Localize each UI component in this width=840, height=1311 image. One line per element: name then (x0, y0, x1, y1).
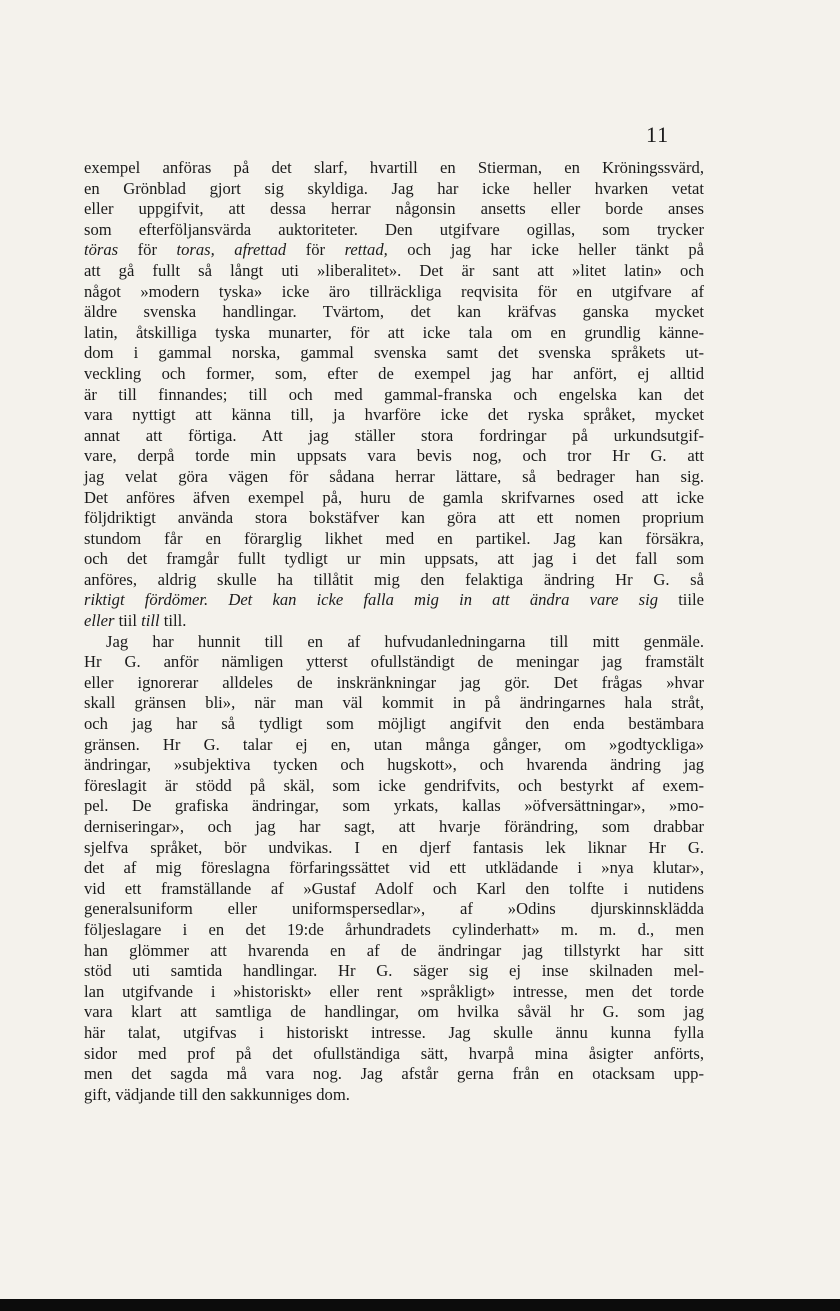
italic-term: toras, afrettad (176, 240, 287, 260)
page-number: 11 (646, 122, 670, 147)
text-line: men det sagda må vara nog. Jag afstår gerna från en otacksam upp- (84, 1064, 704, 1084)
text-line: dom i gammal norska, gammal svenska samt det svenska språkets ut- (84, 343, 704, 363)
italic-term: eller (84, 611, 119, 631)
text-line: här talat, utgifvas i historiskt intresse. Jag skulle ännu kunna fylla (84, 1022, 704, 1042)
text-line: eller ignorerar alldeles de inskränkningar jag gör. Det frågas »hvar (84, 672, 704, 692)
italic-term: rettad, (344, 240, 388, 260)
text-line: och det framgår fullt tydligt ur min uppsats, att jag i det fall som (84, 549, 704, 569)
italic-term: riktigt fördömer. Det kan icke falla mig in att ändra vare sig (84, 590, 679, 610)
text-line: jag velat göra vägen för sådana herrar lättare, så bedrager han sig. (84, 466, 704, 486)
text-line: lan utgifvande i »historiskt» eller rent »språkligt» intresse, men det torde (84, 981, 704, 1001)
text-line: eller uppgifvit, att dessa herrar någonsin ansetts eller borde anses (84, 199, 704, 219)
text-line: något »modern tyska» icke äro tillräckliga reqvisita för en utgifvare af (84, 281, 704, 301)
text-segment: och jag har icke heller tänkt på (387, 240, 704, 260)
text-line: vare, derpå torde min uppsats vara bevis nog, och tror Hr G. att (84, 446, 704, 466)
text-line: som efterföljansvärda auktoriteter. Den utgifvare ogillas, som trycker (84, 219, 704, 239)
text-segment: tiil (118, 611, 138, 631)
text-line: pel. De grafiska ändringar, som yrkats, kallas »öfversättningar», »mo- (84, 796, 704, 816)
text-line: sidor med prof på det ofullständiga sätt, hvarpå mina åsigter anförts, (84, 1043, 704, 1063)
text-line: Det anföres äfven exempel på, huru de gamla skrifvarnes osed att icke (84, 487, 704, 507)
text-segment: till. (163, 611, 187, 631)
text-line: vara klart att samtliga de handlingar, om hvilka såväl hr G. som jag (84, 1002, 704, 1022)
text-line: Jag har hunnit till en af hufvudanledningarna till mitt genmäle. (106, 631, 704, 651)
text-line: annat att förtiga. Att jag ställer stora fordringar på urkundsutgif- (84, 425, 704, 445)
text-segment: för (286, 240, 345, 260)
text-line (84, 240, 704, 261)
text-line: att gå fullt så långt uti »liberalitet». Det är sant att »litet latin» och (84, 260, 704, 280)
text-line (84, 611, 704, 632)
text-line: latin, åtskilliga tyska munarter, för att icke tala om en grundlig känne- (84, 322, 704, 342)
text-line: stöd uti samtida handlingar. Hr G. säger sig ej inse skilnaden mel- (84, 961, 704, 981)
text-line: äldre svenska handlingar. Tvärtom, det kan kräfvas ganska mycket (84, 302, 704, 322)
text-line: exempel anföras på det slarf, hvartill en Stierman, en Kröningssvärd, (84, 158, 704, 177)
text-line: stundom får en förarglig likhet med en partikel. Jag kan försäkra, (84, 528, 704, 548)
text-line: och jag har så tydligt som möjligt angifvit den enda bestämbara (84, 714, 704, 734)
text-line: han glömmer att hvarenda en af de ändringar jag tillstyrkt har sitt (84, 940, 704, 960)
text-line: vid ett framställande af »Gustaf Adolf och Karl den tolfte i nutidens (84, 878, 704, 898)
text-line: sjelfva språket, bör undvikas. I en djerf fantasis lek liknar Hr G. (84, 837, 704, 857)
text-segment: tiile (678, 590, 704, 610)
text-line: veckling och former, som, efter de exempel jag har anfört, ej alltid (84, 363, 704, 383)
text-line: anföres, aldrig skulle ha tillåtit mig den felaktiga ändring Hr G. så (84, 569, 704, 589)
text-line: en Grönblad gjort sig skyldiga. Jag har icke heller hvarken vetat (84, 178, 704, 198)
text-line: ändringar, »subjektiva tycken och hugskott», och hvarenda ändring jag (84, 755, 704, 775)
italic-term: till (137, 611, 164, 631)
text-line: derniseringar», och jag har sagt, att hvarje förändring, som drabbar (84, 817, 704, 836)
text-line: följeslagare i en det 19:de århundradets cylinderhatt» m. m. d., men (84, 919, 704, 939)
scan-edge (0, 1299, 840, 1311)
text-line: det af mig föreslagna förfaringssättet vid ett utklädande i »nya klutar», (84, 858, 704, 878)
text-line: gift, vädjande till den sakkunniges dom. (84, 1084, 350, 1104)
text-line: följdriktigt använda stora bokstäfver kan göra att ett nomen proprium (84, 508, 704, 528)
text-line: är till finnandes; till och med gammal-franska och engelska kan det (84, 384, 704, 404)
text-segment: för (118, 240, 177, 260)
text-line: Hr G. anför nämligen ytterst ofullständigt de meningar jag framstält (84, 652, 704, 672)
text-line: föreslagit är stödd på skäl, som icke gendrifvits, och bestyrkt af exem- (84, 775, 704, 795)
text-line: skall gränsen bli», när man väl kommit in på ändringarnes hala stråt, (84, 693, 704, 713)
text-line: vara nyttigt att känna till, ja hvarföre icke det ryska språket, mycket (84, 405, 704, 425)
text-line: gränsen. Hr G. talar ej en, utan många gånger, om »godtyckliga» (84, 734, 704, 754)
body-text (84, 158, 704, 1105)
text-line (84, 590, 704, 611)
italic-term: töras (84, 240, 119, 260)
text-line: generalsuniform eller uniformspersedlar», af »Odins djurskinnsklädda (84, 899, 704, 919)
